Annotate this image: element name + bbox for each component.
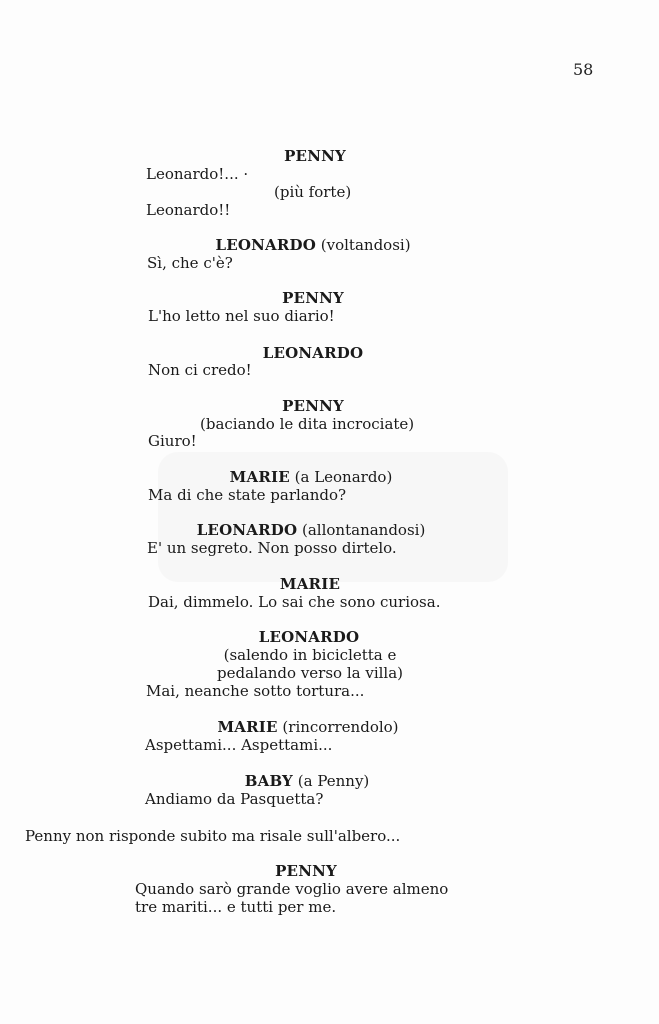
stage-direction: (più forte): [274, 183, 352, 201]
stage-direction: pedalando verso la villa): [216, 664, 404, 682]
stage-direction: (voltandosi): [320, 236, 411, 254]
speaker-name: LEONARDO: [215, 236, 316, 254]
stage-direction: (a Leonardo): [294, 468, 393, 486]
stage-direction: (baciando le dita incrociate): [200, 415, 415, 433]
speaker-name: PENNY: [282, 289, 344, 307]
speaker-heading: [230, 468, 393, 486]
speaker-name: MARIE: [217, 718, 278, 736]
dialogue-line: Leonardo!... ·: [146, 165, 249, 183]
dialogue-line: Ma di che state parlando?: [148, 486, 347, 504]
speaker-name: PENNY: [284, 147, 346, 165]
stage-direction: (salendo in bicicletta e: [223, 646, 397, 664]
dialogue-line: Quando sarò grande voglio avere almeno: [135, 880, 449, 898]
dialogue-line: Mai, neanche sotto tortura...: [146, 682, 365, 700]
speaker-heading: [217, 718, 398, 736]
page-number: 58: [573, 60, 594, 79]
speaker-name: PENNY: [282, 397, 344, 415]
speaker-name: LEONARDO: [262, 344, 364, 362]
speaker-heading: [245, 772, 370, 790]
speaker-name: PENNY: [275, 862, 337, 880]
dialogue-line: Andiamo da Pasquetta?: [145, 790, 324, 808]
dialogue-line: Sì, che c'è?: [147, 254, 233, 272]
dialogue-line: Aspettami... Aspettami...: [145, 736, 333, 754]
speaker-heading: [197, 521, 426, 539]
speaker-name: BABY: [244, 772, 293, 790]
dialogue-line: L'ho letto nel suo diario!: [148, 307, 335, 325]
speaker-name: LEONARDO: [196, 521, 298, 539]
dialogue-line: Non ci credo!: [148, 361, 252, 379]
dialogue-line: tre mariti... e tutti per me.: [135, 898, 337, 916]
stage-direction: (rincorrendolo): [282, 718, 399, 736]
speaker-name: MARIE: [229, 468, 290, 486]
speaker-heading: [215, 236, 410, 254]
stage-direction-paragraph: Penny non risponde subito ma risale sull'albero...: [25, 827, 401, 845]
dialogue-line: Leonardo!!: [146, 201, 231, 219]
dialogue-line: Dai, dimmelo. Lo sai che sono curiosa.: [148, 593, 441, 611]
speaker-name: LEONARDO: [258, 628, 360, 646]
dialogue-line: E' un segreto. Non posso dirtelo.: [147, 539, 397, 557]
speaker-name: MARIE: [279, 575, 341, 593]
dialogue-line: Giuro!: [148, 432, 197, 450]
stage-direction: (allontanandosi): [302, 521, 426, 539]
stage-direction: (a Penny): [297, 772, 370, 790]
